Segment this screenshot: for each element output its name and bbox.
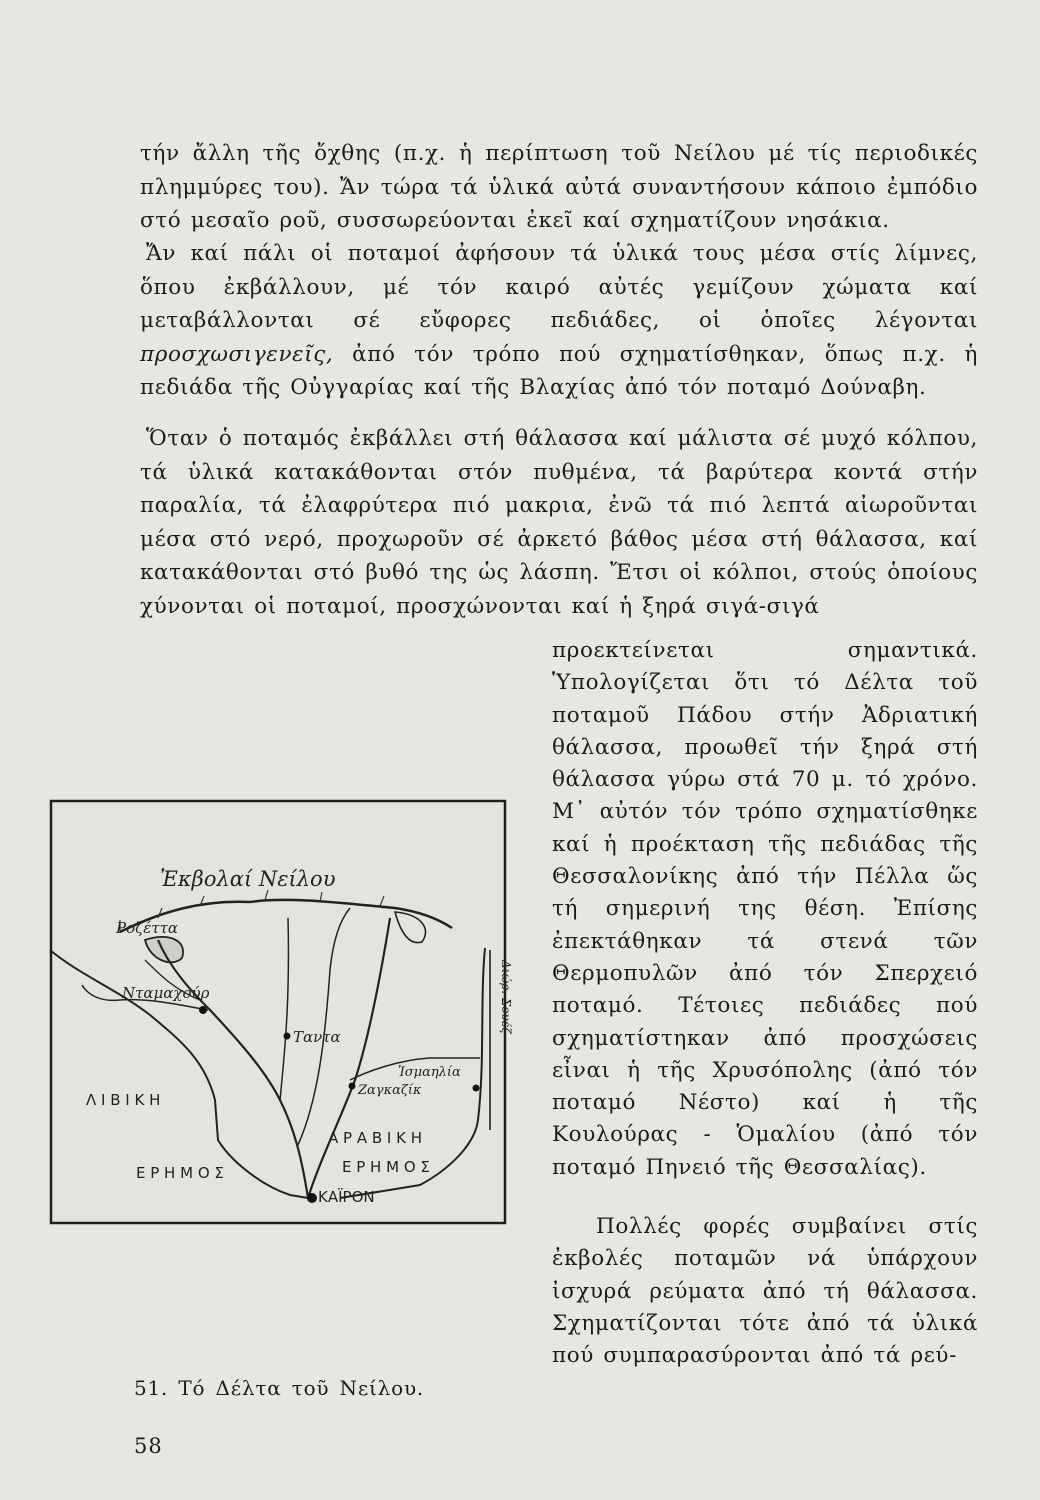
paragraph-2-tail: ἀπό τόν τρόπο πού σχηματίσθηκαν, ὅπως π.χ. ἡ πεδιάδα τῆς Οὐγγαρίας καί τῆς Βλαχίας ἀπό τόν ποταμό Δούναβη. [140, 341, 978, 400]
paragraph-1: τήν ἄλλη τῆς ὄχθης (π.χ. ἡ περίπτωση τοῦ Νείλου μέ τίς περιοδικές πλημμύρες του). Ἄν τώρα τά ὑλικά αὐτά συναντήσουν κάποιο ἐμπόδιο στό μεσαῖο ροῦ, συσσωρεύονται ἐκεῖ καί σχηματίζουν νησάκια. [140, 141, 978, 233]
town-damanhur [199, 1006, 207, 1014]
town-tanta [284, 1033, 291, 1040]
label-suez-canal: Διώρ. Σουέζ [499, 960, 513, 1034]
term-alluvial: προσχωσιγενεῖς, [140, 341, 334, 367]
town-zagazig [349, 1083, 356, 1090]
lagoon-west [145, 937, 183, 962]
label-ismailia: Ἰσμαηλία [398, 1065, 461, 1080]
paragraph-3: Ὅταν ὁ ποταμός ἐκβάλλει στή θάλασσα καί μάλιστα σέ μυχό κόλπου, τά ὑλικά κατακάθονται στόν πυθμένα, τά βαρύτερα κοντά στήν παραλία, τά ἐλαφρύτερα πιό μακρια, ἐνῶ τά πιό λεπτά αἰωροῦνται μέσα στό νερό, προχωροῦν σέ ἀρκετό βάθος μέσα στή θάλασσα, καί κατακάθονται στό βυθό της ὡς λάσπη. Ἔτσι οἱ κόλποι, στούς ὁποίους χύνονται οἱ ποταμοί, προσχώνονται καί ἡ ξηρά σιγά-σιγά [140, 426, 978, 619]
label-zagazig: Ζαγκαζίκ [358, 1083, 422, 1098]
town-ismailia [473, 1085, 480, 1092]
town-cairo [307, 1193, 317, 1203]
lagoon-east [395, 912, 426, 943]
nile-delta-map [50, 800, 513, 1224]
label-tanta: Ταντα [293, 1028, 341, 1046]
label-libyan-desert: Ε Ρ Η Μ Ο Σ [136, 1164, 224, 1182]
label-cairo: ΚΑΪΡΟΝ [318, 1188, 375, 1206]
figure-caption: 51. Τό Δέλτα τοῦ Νείλου. [134, 1376, 425, 1400]
paragraph-2-text: Ἄν καί πάλι οἱ ποταμοί ἀφήσουν τά ὑλικά τους μέσα στίς λίμνες, ὅπου ἐκβάλλουν, μέ τόν καιρό αὐτές γεμίζουν χώματα καί μεταβάλλονται σέ εὔφορες πεδιάδες, οἱ ὁποῖες λέγονται [140, 241, 978, 333]
paragraph-5: Πολλές φορές συμβαίνει στίς ἐκβολές ποταμῶν νά ὑπάρχουν ἰσχυρά ρεύματα ἀπό τή θάλασσα. Σχηματίζονται τότε ἀπό τά ὑλικά πού συμπαρασύρονται ἀπό τά ρεύ- [552, 1214, 978, 1369]
map-frame [51, 801, 505, 1223]
map-title: Ἐκβολαί Νείλου [160, 867, 336, 891]
label-rosetta: Ροζέττα [116, 919, 179, 937]
canal-mid-1 [280, 918, 288, 1100]
label-arabian: Α Ρ Α Β Ι Κ Η [328, 1129, 423, 1147]
paragraph-2 [140, 237, 978, 405]
map-drawing [50, 800, 513, 1224]
label-arabian-desert: Ε Ρ Η Μ Ο Σ [342, 1158, 430, 1176]
label-damanhur: Νταμαχούρ [122, 984, 210, 1002]
page-number: 58 [134, 1434, 163, 1458]
label-libyan: Λ Ι Β Ι Κ Η [86, 1091, 161, 1109]
paragraph-4: προεκτείνεται σημαντικά. Ὑπολογίζεται ὅτι τό Δέλτα τοῦ ποταμοῦ Πάδου στήν Ἀδριατική θάλασσα, προωθεῖ τήν ξηρά στή θάλασσα γύρω στά 70 μ. τό χρόνο. Μ᾿ αὐτόν τόν τρόπο σχηματίσθηκε καί ἡ προέκταση τῆς πεδιάδας τῆς Θεσσαλονίκης ἀπό τήν Πέλλα ὥς τή σημερινή της θέση. Ἐπίσης ἐπεκτάθηκαν τά στενά τῶν Θερμοπυλῶν ἀπό τόν Σπερχειό ποταμό. Τέτοιες πεδιάδες πού σχηματίστηκαν ἀπό προσχώσεις εἶναι ἡ τῆς Χρυσόπολης (ἀπό τόν ποταμό Νέστο) καί ἡ τῆς Κουλούρας - Ὁμαλίου (ἀπό τόν ποταμό Πηνειό τῆς Θεσσαλίας). [552, 638, 978, 1180]
